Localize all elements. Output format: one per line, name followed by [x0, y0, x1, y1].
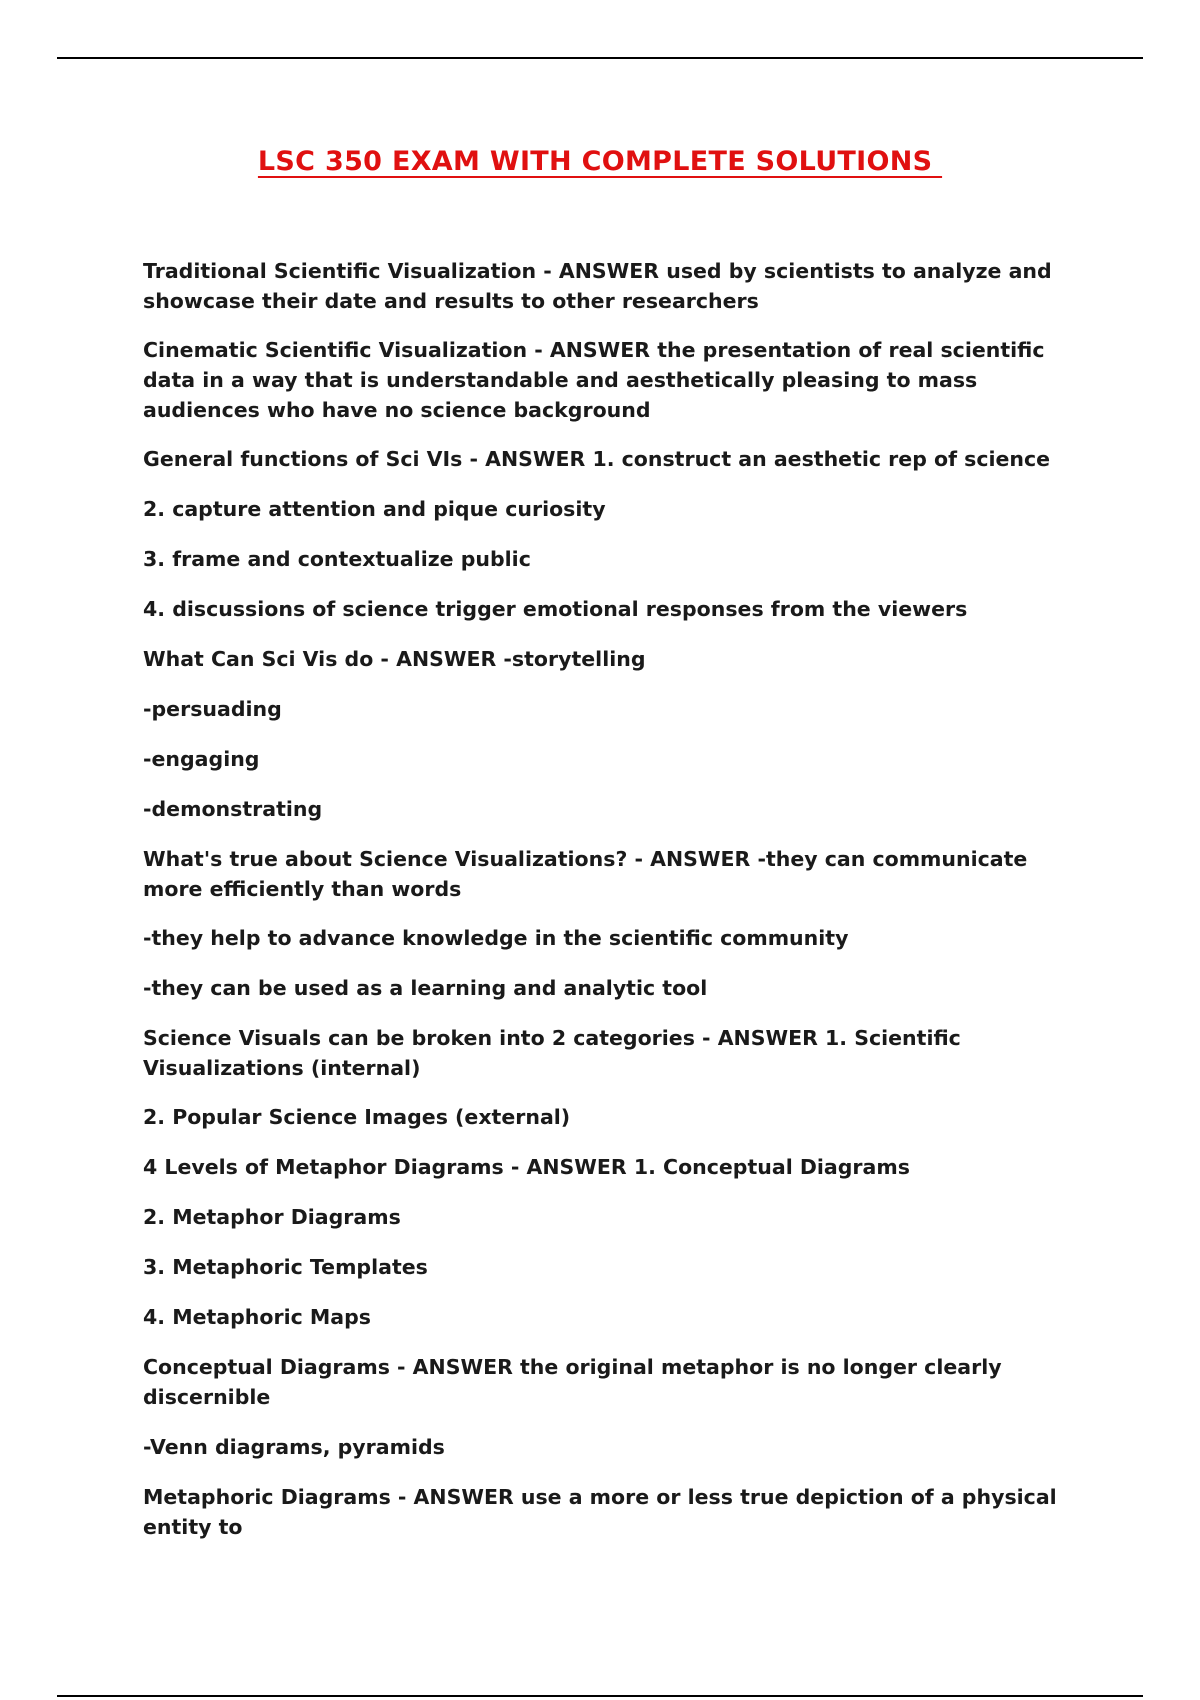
- paragraph: Traditional Scientific Visualization - ANSWER used by scientists to analyze and showcase their date and results to other researchers: [143, 259, 1052, 313]
- paragraph: 2. capture attention and pique curiosity: [143, 497, 606, 521]
- paragraph: 3. frame and contextualize public: [143, 547, 531, 571]
- paragraph: What Can Sci Vis do - ANSWER -storytelling: [143, 647, 646, 671]
- paragraph: -persuading: [143, 697, 282, 721]
- paragraph: 4 Levels of Metaphor Diagrams - ANSWER 1. Conceptual Diagrams: [143, 1155, 910, 1179]
- paragraph: 3. Metaphoric Templates: [143, 1255, 428, 1279]
- paragraph: 4. Metaphoric Maps: [143, 1305, 372, 1329]
- paragraph: -they help to advance knowledge in the scientific community: [143, 926, 849, 950]
- title-container: [0, 146, 1200, 177]
- paragraph: 4. discussions of science trigger emotional responses from the viewers: [143, 597, 968, 621]
- paragraph: 2. Popular Science Images (external): [143, 1105, 571, 1129]
- document-title: LSC 350 EXAM WITH COMPLETE SOLUTIONS: [257, 146, 943, 177]
- paragraph: -demonstrating: [143, 797, 323, 821]
- paragraph: Science Visuals can be broken into 2 categories - ANSWER 1. Scientific Visualizations (internal): [143, 1026, 961, 1080]
- paragraph: Conceptual Diagrams - ANSWER the original metaphor is no longer clearly discernible: [143, 1355, 1002, 1409]
- paragraph: -Venn diagrams, pyramids: [143, 1435, 445, 1459]
- paragraph: Cinematic Scientific Visualization - ANSWER the presentation of real scientific data in a way that is understandable and aesthetically pleasing to mass audiences who have no science background: [143, 338, 1045, 422]
- top-rule: [57, 57, 1143, 59]
- bottom-rule: [57, 1695, 1143, 1697]
- paragraph: -they can be used as a learning and analytic tool: [143, 976, 708, 1000]
- paragraph: -engaging: [143, 747, 260, 771]
- paragraph: What's true about Science Visualizations? - ANSWER -they can communicate more efficiently than words: [143, 847, 1028, 901]
- document-body: [143, 256, 1088, 1562]
- paragraph: 2. Metaphor Diagrams: [143, 1205, 401, 1229]
- paragraph: General functions of Sci VIs - ANSWER 1. construct an aesthetic rep of science: [143, 447, 1051, 471]
- paragraph: Metaphoric Diagrams - ANSWER use a more or less true depiction of a physical entity to: [143, 1485, 1057, 1539]
